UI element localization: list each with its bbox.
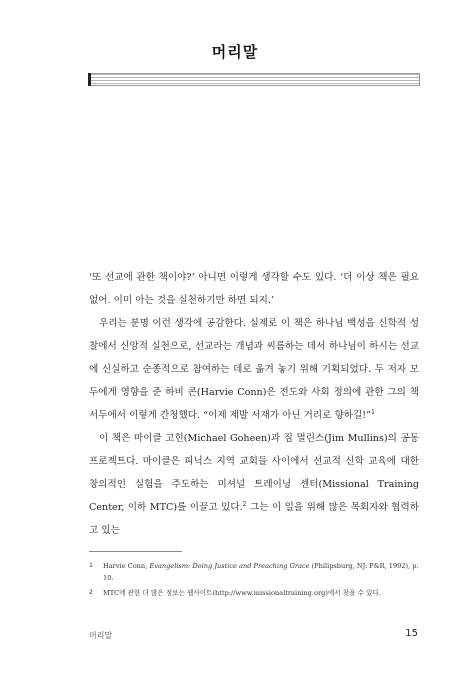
paragraph-1: ‘또 선교에 관한 책이야?’ 아니면 이렇게 생각할 수도 있다. ‘더 이상 책은 필요 없어. 이미 아는 것을 실천하기만 하면 되지.’ [89, 272, 419, 306]
chapter-heading-rule [88, 73, 420, 86]
footnote-text: Harvie Conn, [103, 562, 150, 570]
footnote-citation: (Philipsburg, NJ: P&R, 1992), p. 10. [103, 562, 419, 582]
page-title: 머리말 [211, 43, 259, 61]
paragraph-3-text: 이 책은 마이클 고힌(Michael Goheen)과 짐 멀린스(Jim Mullins)의 공동 프로젝트다. 마이클은 피닉스 지역 교회들 사이에서 선교적 신학 교육에 대한 창의적인 실험을 주도하는 미셔널 트레이닝 센터(Missional Training Center, 이하 MTC)를 이끌고 있다. [89, 433, 419, 513]
paragraph-3 [89, 427, 419, 542]
footnote-ref-2[interactable]: 2 [242, 500, 247, 508]
footnote-1 [89, 560, 419, 584]
footnote-number: 1 [89, 562, 93, 569]
paragraph-3-tail: 그는 이 일을 위해 많은 목회자와 협력하고 있는 [89, 502, 419, 536]
footnote-book-title: Evangelism: Doing Justice and Preaching Grace [149, 562, 310, 570]
paragraph-2-text: 우리는 분명 이런 생각에 공감한다. 실제로 이 책은 하나님 백성을 신학적 성찰에서 신앙적 실천으로, 선교라는 개념과 씨름하는 데서 하나님이 하시는 선교에 신실하고 순종적으로 참여하는 데로 옮겨 놓기 위해 기획되었다. 두 저자 모두에게 영향을 준 하비 콘(Harvie Conn)은 전도와 사회 정의에 관한 그의 책 서두에서 이렇게 간청했다. “이제 제발 서재가 아닌 거리로 향하길!” [89, 318, 419, 421]
footnote-divider [89, 551, 182, 552]
running-head: 머리말 [89, 631, 113, 640]
footnote-2 [89, 587, 419, 599]
footnote-ref-1[interactable]: 1 [371, 408, 375, 416]
footnote-number: 2 [89, 589, 93, 596]
footnotes [89, 560, 419, 602]
body-text [89, 266, 419, 542]
rule-cap [88, 73, 91, 86]
page-number: 15 [405, 628, 418, 639]
paragraph-2 [89, 312, 419, 427]
footnote-text: MTC에 관한 더 많은 정보는 웹사이트(http://www.missionaltraining.org)에서 찾을 수 있다. [103, 589, 381, 597]
